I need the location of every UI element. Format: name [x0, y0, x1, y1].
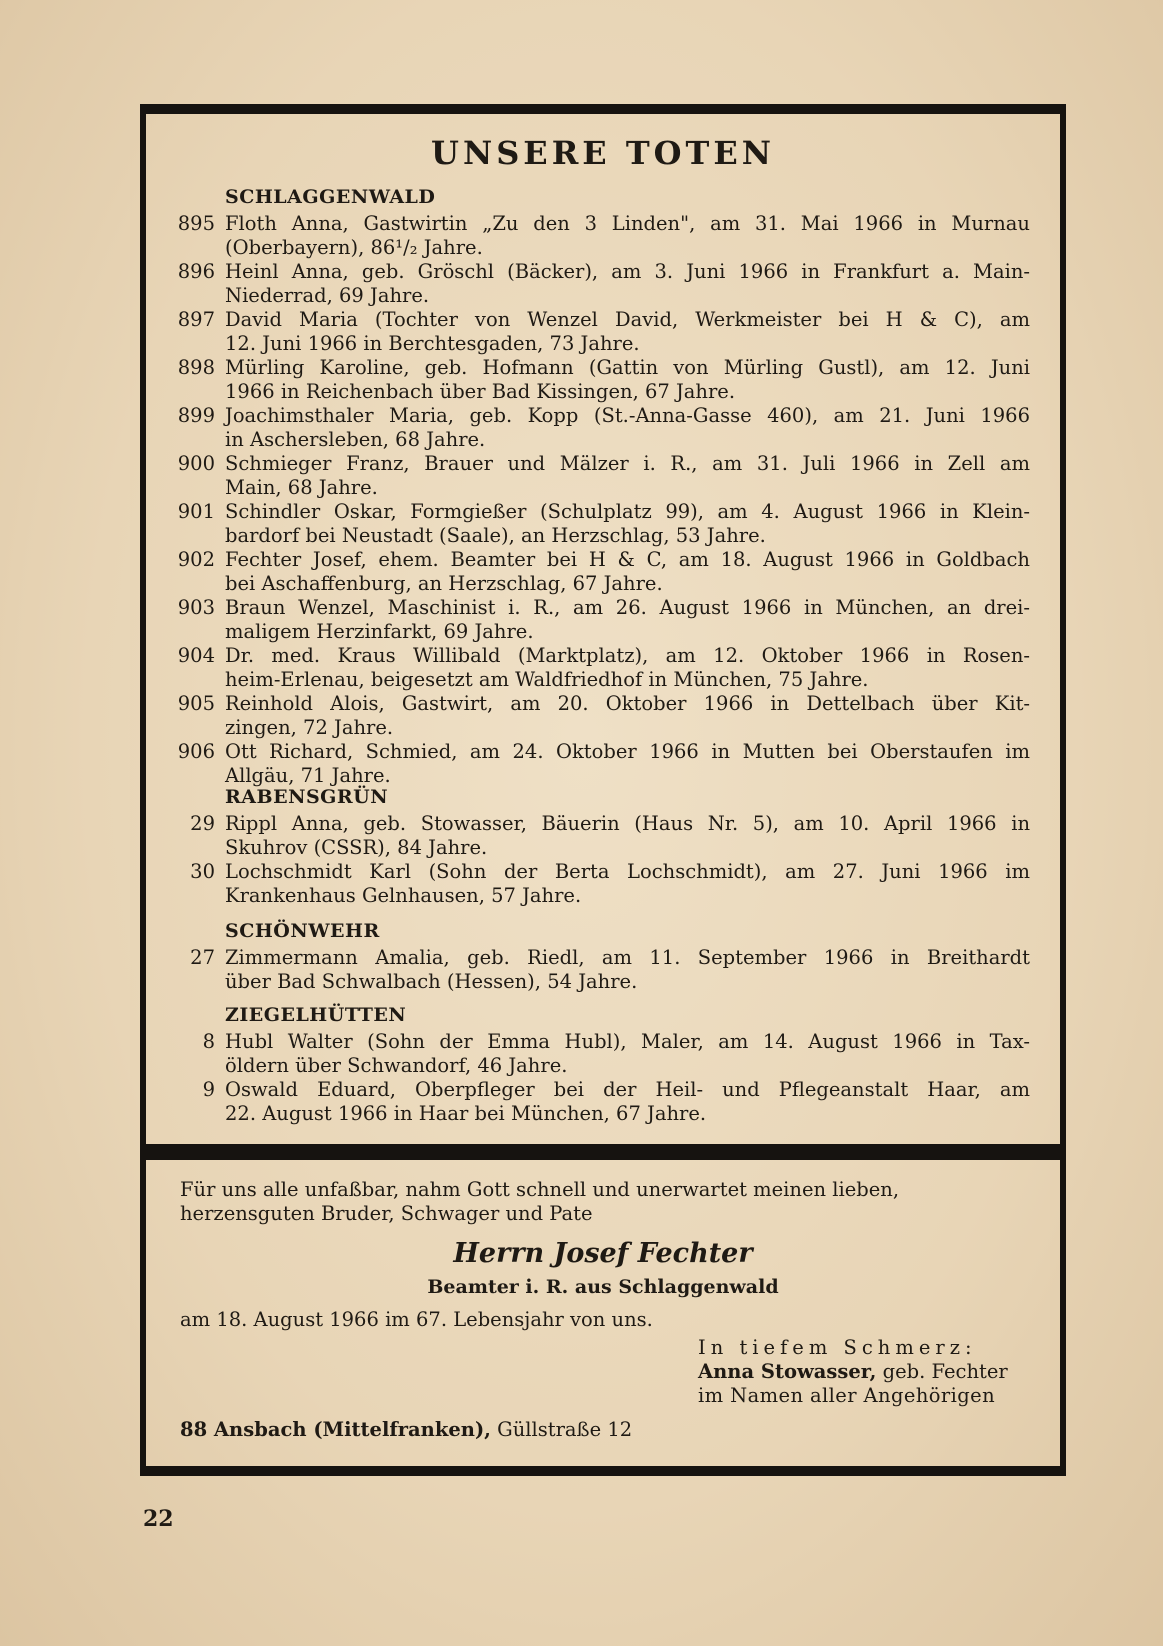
entry-number: 900 [177, 452, 215, 475]
obituary-entry [170, 548, 1030, 596]
obituary-entry [170, 1078, 1030, 1126]
entry-line: 12. Juni 1966 in Berchtesgaden, 73 Jahre. [225, 332, 640, 355]
entry-line: 1966 in Reichenbach über Bad Kissingen, 67 Jahre. [225, 380, 736, 403]
obituary-entry [170, 356, 1030, 404]
entry-line: Schindler Oskar, Formgießer (Schulplatz 99), am 4. August 1966 in Klein- [225, 500, 1030, 523]
entry-number: 897 [177, 308, 215, 331]
entry-line: bardorf bei Neustadt (Saale), an Herzschlag, 53 Jahre. [225, 524, 766, 547]
entry-number: 905 [177, 692, 215, 715]
entry-line: Braun Wenzel, Maschinist i. R., am 26. August 1966 in München, an drei- [225, 596, 1030, 619]
obituary-entry [170, 260, 1030, 308]
notice-intro-line-2: herzensguten Bruder, Schwager und Pate [180, 1202, 593, 1225]
notice-intro-line-1: Für uns alle unfaßbar, nahm Gott schnell und unerwartet meinen lieben, [180, 1178, 900, 1201]
deceased-name: Herrn Josef Fechter [453, 1238, 753, 1269]
entry-text [225, 946, 1030, 994]
notice-address [180, 1418, 1030, 1442]
obituary-entry [170, 946, 1030, 994]
entry-line: öldern über Schwandorf, 46 Jahre. [225, 1054, 568, 1077]
entry-text [225, 1030, 1030, 1078]
entry-number: 903 [177, 596, 215, 619]
entry-line: maligem Herzinfarkt, 69 Jahre. [225, 620, 534, 643]
entry-text [225, 260, 1030, 308]
entry-line: bei Aschaffenburg, an Herzschlag, 67 Jahre. [225, 572, 663, 595]
entry-line: Reinhold Alois, Gastwirt, am 20. Oktober 1966 in Dettelbach über Kit- [225, 692, 1030, 715]
section-heading: SCHÖNWEHR [225, 920, 380, 942]
entry-line: Floth Anna, Gastwirtin „Zu den 3 Linden", am 31. Mai 1966 in Murnau [225, 212, 1030, 235]
entry-text [225, 812, 1030, 860]
page-number: 22 [143, 1506, 174, 1532]
entry-line: David Maria (Tochter von Wenzel David, Werkmeister bei H & C), am [225, 308, 1030, 331]
obituary-entry [170, 740, 1030, 788]
obituary-entry [170, 692, 1030, 740]
section-heading: ZIEGELHÜTTEN [225, 1004, 407, 1026]
entry-text [225, 500, 1030, 548]
entry-number: 8 [202, 1030, 215, 1053]
entry-line: Zimmermann Amalia, geb. Riedl, am 11. September 1966 in Breithardt [225, 946, 1030, 969]
deceased-role: Beamter i. R. aus Schlaggenwald [427, 1276, 779, 1298]
entry-line: Main, 68 Jahre. [225, 476, 378, 499]
entry-line: Hubl Walter (Sohn der Emma Hubl), Maler, am 14. August 1966 in Tax- [225, 1030, 1030, 1053]
entry-line: in Aschersleben, 68 Jahre. [225, 428, 486, 451]
entry-line: Heinl Anna, geb. Gröschl (Bäcker), am 3. Juni 1966 in Frankfurt a. Main- [225, 260, 1030, 283]
entry-line: Rippl Anna, geb. Stowasser, Bäuerin (Haus Nr. 5), am 10. April 1966 in [225, 812, 1030, 835]
entry-text [225, 356, 1030, 404]
entry-number: 895 [177, 212, 215, 235]
entry-line: Joachimsthaler Maria, geb. Kopp (St.-Anna-Gasse 460), am 21. Juni 1966 [225, 404, 1030, 427]
entry-text [225, 596, 1030, 644]
entry-line: Dr. med. Kraus Willibald (Marktplatz), am 12. Oktober 1966 in Rosen- [225, 644, 1030, 667]
entry-line: Skuhrov (CSSR), 84 Jahre. [225, 836, 488, 859]
entry-number: 896 [177, 260, 215, 283]
entry-line: (Oberbayern), 86¹/₂ Jahre. [225, 236, 483, 259]
obituary-entry [170, 596, 1030, 644]
entry-line: Allgäu, 71 Jahre. [225, 764, 391, 787]
entry-line: über Bad Schwalbach (Hessen), 54 Jahre. [225, 970, 638, 993]
obituary-entry [170, 452, 1030, 500]
entry-number: 27 [190, 946, 215, 969]
entry-text [225, 308, 1030, 356]
entry-number: 901 [177, 500, 215, 523]
section-heading: SCHLAGGENWALD [225, 186, 436, 208]
section-heading: RABENSGRÜN [225, 786, 389, 808]
entry-number: 29 [190, 812, 215, 835]
entry-line: heim-Erlenau, beigesetzt am Waldfriedhof in München, 75 Jahre. [225, 668, 869, 691]
entry-line: Mürling Karoline, geb. Hofmann (Gattin von Mürling Gustl), am 12. Juni [225, 356, 1030, 379]
entry-number: 9 [202, 1078, 215, 1101]
obituary-entry [170, 308, 1030, 356]
entry-text [225, 404, 1030, 452]
entry-text [225, 452, 1030, 500]
address-city: 88 Ansbach (Mittelfranken), [180, 1418, 491, 1441]
entry-number: 30 [190, 860, 215, 883]
entry-number: 902 [177, 548, 215, 571]
entry-number: 906 [177, 740, 215, 763]
signature-heading: In tiefem Schmerz: [698, 1336, 977, 1359]
entry-text [225, 860, 1030, 908]
notice-date-line: am 18. August 1966 im 67. Lebensjahr von uns. [180, 1308, 653, 1331]
address-street: Güllstraße 12 [490, 1418, 633, 1441]
obituary-entry [170, 404, 1030, 452]
entry-text [225, 692, 1030, 740]
entry-line: Lochschmidt Karl (Sohn der Berta Lochschmidt), am 27. Juni 1966 im [225, 860, 1030, 883]
entry-line: Schmieger Franz, Brauer und Mälzer i. R., am 31. Juli 1966 in Zell am [225, 452, 1030, 475]
signature-name-rest: geb. Fechter [876, 1360, 1008, 1383]
entry-number: 898 [177, 356, 215, 379]
entry-number: 899 [177, 404, 215, 427]
entry-text [225, 740, 1030, 788]
entry-text [225, 1078, 1030, 1126]
entry-number: 904 [177, 644, 215, 667]
entry-text [225, 548, 1030, 596]
entry-line: Niederrad, 69 Jahre. [225, 284, 430, 307]
obituary-entry [170, 212, 1030, 260]
entry-line: Fechter Josef, ehem. Beamter bei H & C, am 18. August 1966 in Goldbach [225, 548, 1030, 571]
entry-text [225, 644, 1030, 692]
entry-line: Krankenhaus Gelnhausen, 57 Jahre. [225, 884, 582, 907]
obituary-entry [170, 500, 1030, 548]
signature-relatives: im Namen aller Angehörigen [698, 1384, 996, 1407]
entry-text [225, 212, 1030, 260]
entry-line: Ott Richard, Schmied, am 24. Oktober 1966 in Mutten bei Oberstaufen im [225, 740, 1030, 763]
obituary-entry [170, 812, 1030, 860]
obituary-entry [170, 1030, 1030, 1078]
page-title: UNSERE TOTEN [431, 134, 775, 172]
entry-line: zingen, 72 Jahre. [225, 716, 394, 739]
entry-line: Oswald Eduard, Oberpfleger bei der Heil- und Pflegeanstalt Haar, am [225, 1078, 1030, 1101]
entry-line: 22. August 1966 in Haar bei München, 67 Jahre. [225, 1102, 707, 1125]
signature-name: Anna Stowasser, [698, 1360, 877, 1383]
obituary-entry [170, 860, 1030, 908]
signature-name-line [698, 1360, 1008, 1384]
obituary-entry [170, 644, 1030, 692]
